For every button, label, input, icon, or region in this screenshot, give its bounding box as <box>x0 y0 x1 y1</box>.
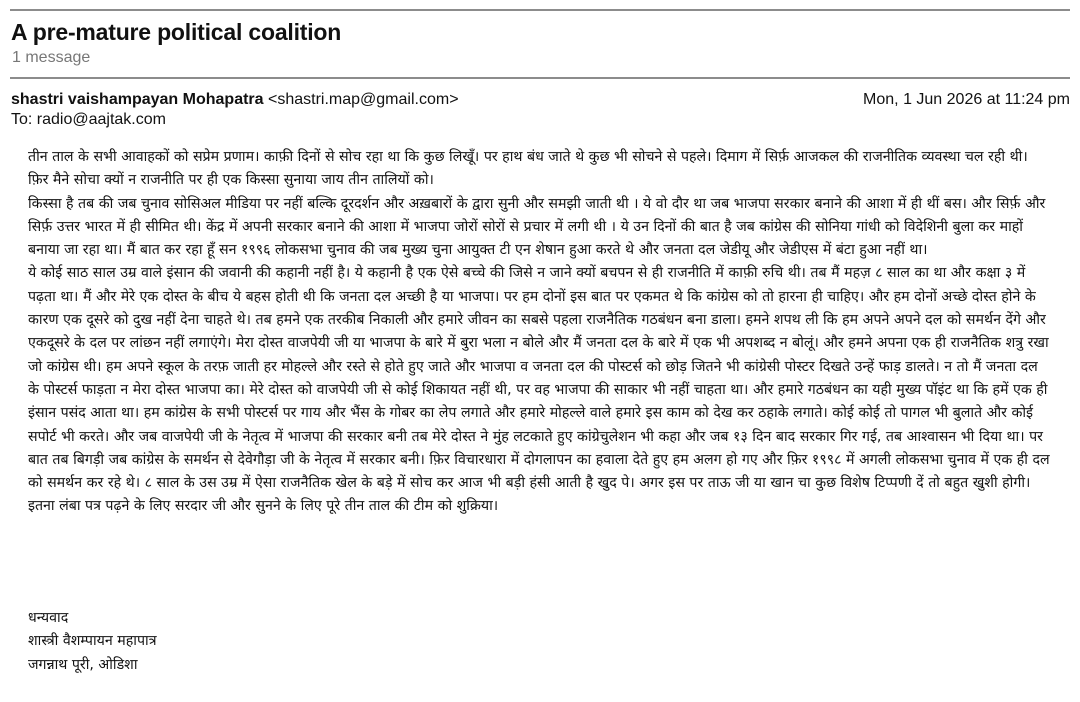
body-paragraph-3: ये कोई साठ साल उम्र वाले इंसान की जवानी की कहानी नहीं है। ये कहानी है एक ऐसे बच्चे की जिसे न जाने क्यों बचपन से ही राजनीति में काफ़ी रुचि थी। तब मैं महज़ ८ साल का था और कक्षा ३ में पढ़ता था। मैं और मेरे एक दोस्त के बीच ये बहस होती थी कि जनता दल अच्छी है या भाजपा। पर हम दोनों इस बात पर एकमत थे कि कांग्रेस को तो हारना ही चाहिए। और हम दोनों अच्छे दोस्त होने के कारण एक दूसरे को दुख नहीं देना चाहते थे। तब हमने एक तरकीब निकाली और हमारे जीवन का सबसे पहला राजनैतिक गठबंधन बना डाला। हमने शपथ ली कि हम अपने अपने दल को समर्थन देंगे और एकदूसरे के दल पर लांछन नहीं लगाएंगे। मेरा दोस्त वाजपेयी जी या भाजपा के बारे में बुरा भला न बोले और मैं जनता दल के बारे में एक भी अपशब्द न बोलूं। और हमने अपना एक ही राजनैतिक शत्रु रखा जो कांग्रेस थी। हम अपने स्कूल के तरफ़ जाती हर मोहल्ले और रस्ते से होते हुए जाते और भाजपा व जनता दल की पोस्टर्स को छोड़ जितने भी कांग्रेसी पोस्टर दिखते उन्हें फाड़ डालते। न तो मैं जनता दल के पोस्टर्स फाड़ता न मेरा दोस्त भाजपा का। मेरे दोस्त को वाजपेयी जी से कोई शिकायत नहीं थी, पर वह भाजपा की साकार भी नहीं चाहता था। और हमारे गठबंधन का यही मुख्य पॉइंट था कि हमें एक ही इंसान पसंद आता था। हम कांग्रेस के सभी पोस्टर्स पर गाय और भैंस के गोबर का लेप लगाते और हमारे मोहल्ले वाले हमारे इस काम को देख कर ठहाके लगाते। कोई कोई तो पागल भी बुलाते और कोई सपोर्ट भी करते। और जब वाजपेयी जी के नेतृत्व में भाजपा की सरकार बनी तब मेरे दोस्त ने मुंह लटकाते हुए कांग्रेचुलेशन भी कहा और जब १३ दिन बाद सरकार गिर गई, तब आश्वासन भी दिया था। पर बात तब बिगड़ी जब कांग्रेस के समर्थन से देवेगौड़ा जी के नेतृत्व में सरकार बनी। फ़िर विचारधारा में दोगलापन का हवाला देते हुए हम अलग हो गए और फ़िर १९९८ में अगली लोकसभा चुनाव में एक ही दल को समर्थन कर रहे थे। ८ साल के उस उम्र में ऐसा राजनैतिक खेल के बड़े में सोच कर आज भी बड़ी हंसी आती है खुद पे। अगर इस पर ताऊ जी या खान चा कुछ विशेष टिप्पणी दें तो बहुत खुशी होगी। इतना लंबा पत्र पढ़ने के लिए सरदार जी और सुनने के लिए पूरे तीन ताल की टीम को शुक्रिया। <box>28 265 1050 515</box>
body-paragraph-1: तीन ताल के सभी आवाहकों को सप्रेम प्रणाम। काफ़ी दिनों से सोच रहा था कि कुछ लिखूँ। पर हाथ बंध जाते थे कुछ भी सोचने से पहले। दिमाग में सिर्फ़ आजकल की राजनीतिक व्यवस्था चल रही थी। फ़िर मैने सोचा क्यों न राजनीति पर ही एक किस्सा सुनाया जाय तीन तालियों को। <box>28 149 1028 189</box>
signature-name: शास्त्री वैशम्पायन महापात्र <box>28 633 157 650</box>
email-date: Mon, 1 Jun 2026 at 11:24 pm <box>863 91 1070 108</box>
sender-name: shastri vaishampayan Mohapatra <box>11 91 264 108</box>
email-body <box>28 146 1052 519</box>
signature-location: जगन्नाथ पूरी, ओडिशा <box>28 656 138 673</box>
sender-email[interactable]: <shastri.map@gmail.com> <box>268 91 459 108</box>
top-divider <box>10 9 1070 11</box>
header-divider <box>10 77 1070 79</box>
email-signature <box>28 607 157 677</box>
body-paragraph-2: किस्सा है तब की जब चुनाव सोसिअल मीडिया पर नहीं बल्कि दूरदर्शन और अख़बारों के द्वारा सुनी और समझी जाती थी । ये वो दौर था जब भाजपा सरकार बनाने की आशा में ही थीं बस। और सिर्फ़ और सिर्फ़ उत्तर भारत में ही सीमित थी। केंद्र में अपनी सरकार बनाने की आशा में भाजपा जोरों सोरों से प्रचार में लगी थी । ये उन दिनों की बात है जब कांग्रेस की सोनिया गांधी को विदेशिनी बुला कर माहों बनाया जा रहा था। मैं बात कर रहा हूँ सन १९९६ लोकसभा चुनाव की जब मुख्य चुना आयुक्त टी एन शेषान हुआ करते थे और जनता दल जेडीयू और जेडीएस में बंटा हुआ नहीं था। <box>28 195 1046 259</box>
signature-closing: धन्यवाद <box>28 610 69 626</box>
message-count: 1 message <box>12 49 91 66</box>
sender-line <box>11 91 459 109</box>
recipient-line: To: radio@aajtak.com <box>11 111 166 128</box>
email-subject: A pre-mature political coalition <box>11 19 342 45</box>
